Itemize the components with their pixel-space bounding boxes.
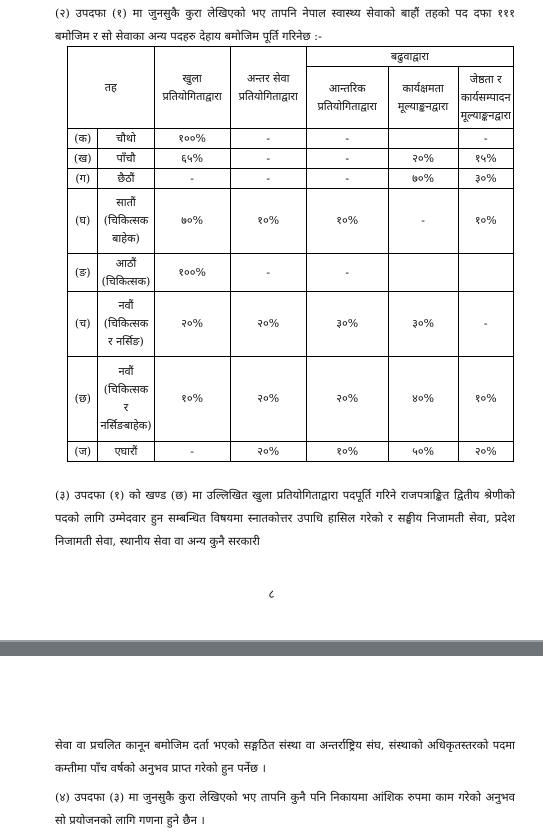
cell-inter: २०% xyxy=(230,357,306,442)
cell-id: (च) xyxy=(68,292,98,357)
cell-inter: - xyxy=(230,129,306,149)
cell-id: (ख) xyxy=(68,149,98,169)
promotion-quota-table xyxy=(67,46,514,462)
cell-internal: १०% xyxy=(306,189,388,254)
table-row xyxy=(68,254,514,292)
header-seniority-evaluation: जेष्ठता र कार्यसम्पादन मूल्याङ्कनद्वारा xyxy=(458,67,513,129)
cell-efficiency: ५०% xyxy=(388,442,458,462)
cell-efficiency: - xyxy=(388,189,458,254)
paragraph-4: (४) उपदफा (३) मा जुनसुकै कुरा लेखिएको भए तापनि कुनै पनि निकायमा आंशिक रुपमा काम गरेको अनुभव सो प्रयोजनको लागि गणना हुने छैन । xyxy=(55,790,515,827)
cell-id: (ङ) xyxy=(68,254,98,292)
cell-level: पाँचौ xyxy=(98,149,154,169)
cell-seniority xyxy=(458,254,513,292)
cell-open: ७०% xyxy=(154,189,230,254)
cell-efficiency: ४०% xyxy=(388,357,458,442)
cell-level: नवौं (चिकित्सक र नर्सिङ) xyxy=(98,292,154,357)
cell-seniority: १०% xyxy=(458,357,513,442)
header-level: तह xyxy=(68,47,155,129)
table-row xyxy=(68,169,514,189)
table-row xyxy=(68,129,514,149)
cell-internal: २०% xyxy=(306,357,388,442)
header-inter-service: अन्तर सेवा प्रतियोगिताद्वारा xyxy=(230,47,306,129)
cell-internal: - xyxy=(306,129,388,149)
table-row xyxy=(68,292,514,357)
paragraph-2: (२) उपदफा (१) मा जुनसुकै कुरा लेखिएको भए तापनि नेपाल स्वास्थ्य सेवाको बाहौं तहको पद दफा १११ बमोजिम र सो सेवाका अन्य पदहरु देहाय बमोजिम पूर्ति गरिनेछ :- xyxy=(55,6,515,43)
header-internal-competition: आन्तरिक प्रतियोगिताद्वारा xyxy=(306,67,388,129)
paragraph-3: (३) उपदफा (१) को खण्ड (छ) मा उल्लिखित खुला प्रतियोगिताद्वारा पदपूर्ति गरिने राजपत्राङ्कित द्वितीय श्रेणीको पदको लागि उम्मेदवार हुन सम्बन्धित विषयमा स्नातकोत्तर उपाधि हासिल गरेको र सङ्घीय निजामती सेवा, प्रदेश निजामती सेवा, स्थानीय सेवा वा अन्य कुनै सरकारी xyxy=(55,488,515,548)
table-row xyxy=(68,149,514,169)
header-promotion-group: बढुवाद्वारा xyxy=(306,47,513,67)
cell-efficiency: २०% xyxy=(388,149,458,169)
table-row xyxy=(68,189,514,254)
cell-open: - xyxy=(154,169,230,189)
cell-internal: ३०% xyxy=(306,292,388,357)
cell-internal: १०% xyxy=(306,442,388,462)
cell-level: आठौं (चिकित्सक) xyxy=(98,254,154,292)
cell-level: नवौं (चिकित्सक र नर्सिङबाहेक) xyxy=(98,357,154,442)
cell-open: १००% xyxy=(154,129,230,149)
table-row xyxy=(68,357,514,442)
cell-inter: २०% xyxy=(230,292,306,357)
cell-inter: १०% xyxy=(230,189,306,254)
page-separator xyxy=(0,642,543,656)
page-number: ८ xyxy=(268,587,275,601)
cell-id: (ग) xyxy=(68,169,98,189)
cell-internal: - xyxy=(306,254,388,292)
cell-id: (ज) xyxy=(68,442,98,462)
cell-open: - xyxy=(154,442,230,462)
cell-open: १००% xyxy=(154,254,230,292)
cell-open: २०% xyxy=(154,292,230,357)
cell-open: ६५% xyxy=(154,149,230,169)
cell-id: (क) xyxy=(68,129,98,149)
cell-internal: - xyxy=(306,169,388,189)
cell-seniority: - xyxy=(458,292,513,357)
cell-efficiency: ७०% xyxy=(388,169,458,189)
paragraph-3-continued: सेवा वा प्रचलित कानून बमोजिम दर्ता भएको सङ्गठित संस्था वा अन्तर्राष्ट्रिय संघ, संस्थाको अधिकृतस्तरको पदमा कम्तीमा पाँच वर्षको अनुभव प्राप्त गरेको हुन पर्नेछ । xyxy=(55,738,515,775)
cell-internal: - xyxy=(306,149,388,169)
cell-efficiency: ३०% xyxy=(388,292,458,357)
cell-efficiency xyxy=(388,129,458,149)
cell-seniority: २०% xyxy=(458,442,513,462)
cell-level: एघारौं xyxy=(98,442,154,462)
table-row xyxy=(68,442,514,462)
cell-efficiency xyxy=(388,254,458,292)
cell-open: १०% xyxy=(154,357,230,442)
cell-level: चौथो xyxy=(98,129,154,149)
cell-level: छैठौं xyxy=(98,169,154,189)
cell-inter: - xyxy=(230,254,306,292)
cell-id: (छ) xyxy=(68,357,98,442)
header-efficiency-evaluation: कार्यक्षमता मूल्याङ्कनद्वारा xyxy=(388,67,458,129)
cell-seniority: १०% xyxy=(458,189,513,254)
cell-seniority: - xyxy=(458,129,513,149)
cell-inter: - xyxy=(230,149,306,169)
cell-inter: २०% xyxy=(230,442,306,462)
cell-seniority: ३०% xyxy=(458,169,513,189)
header-open-competition: खुला प्रतियोगिताद्वारा xyxy=(154,47,230,129)
cell-level: सातौं (चिकित्सक बाहेक) xyxy=(98,189,154,254)
cell-id: (घ) xyxy=(68,189,98,254)
cell-seniority: १५% xyxy=(458,149,513,169)
cell-inter: - xyxy=(230,169,306,189)
